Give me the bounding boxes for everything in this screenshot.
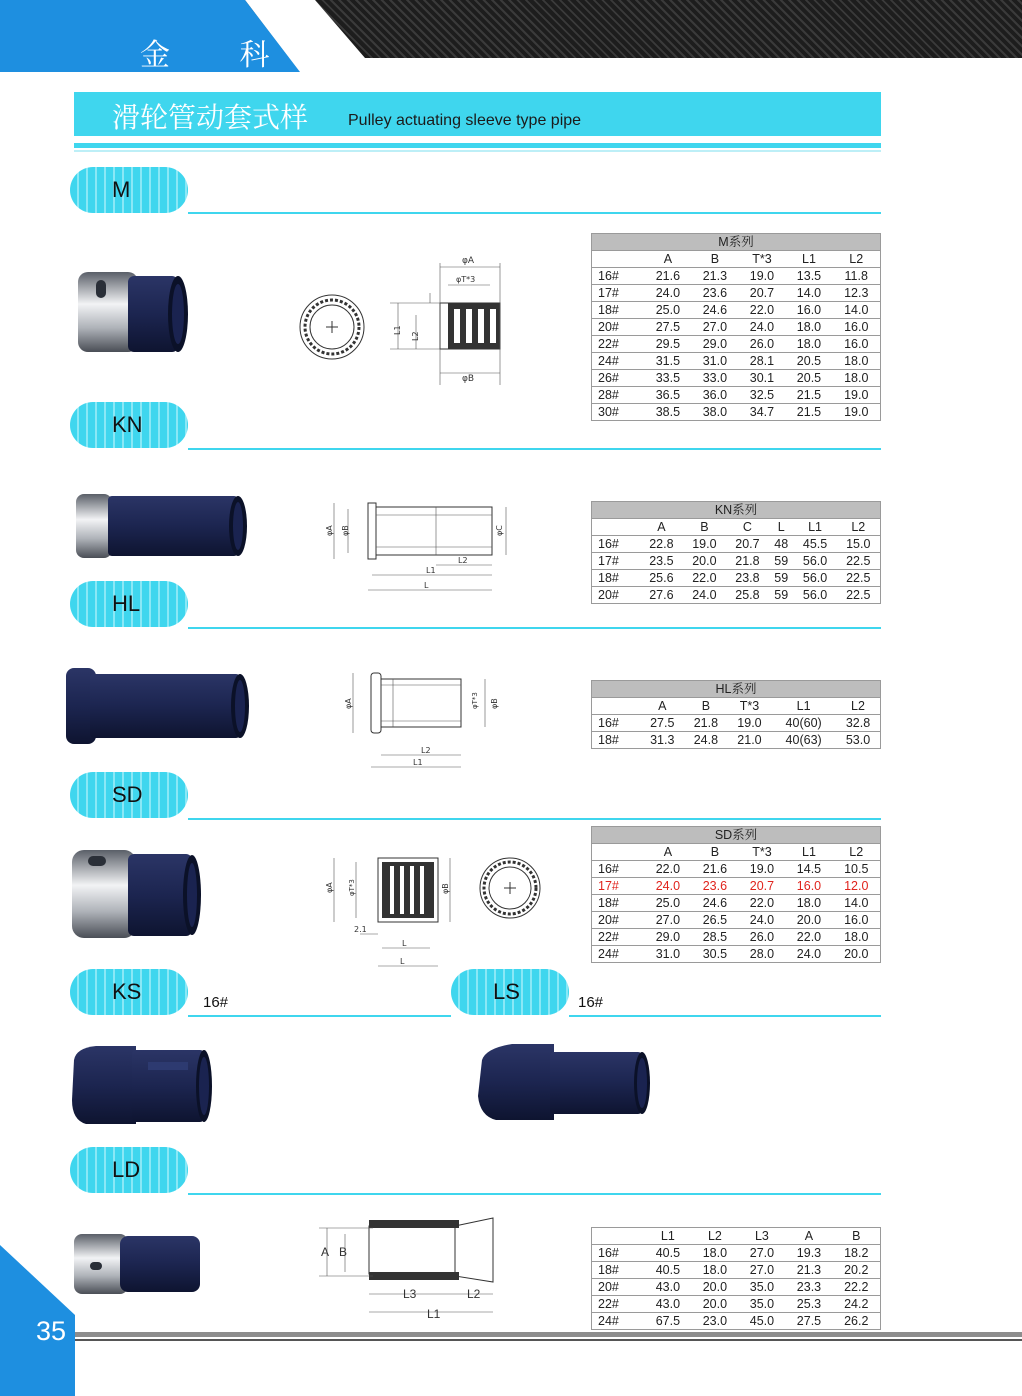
- table-cell: 23.6: [691, 878, 738, 895]
- table-cell: 38.0: [691, 404, 738, 421]
- table-cell: 32.8: [836, 715, 881, 732]
- table-cell: 20.0: [691, 1279, 738, 1296]
- table-cell: 12.0: [832, 878, 880, 895]
- column-header: B: [832, 1228, 880, 1245]
- column-header: C: [726, 519, 769, 536]
- table-caption: SD系列: [592, 827, 881, 844]
- table-cell: 33.0: [691, 370, 738, 387]
- table-cell: 21.5: [785, 387, 832, 404]
- footer-rule-thin: [75, 1339, 1022, 1341]
- section-line-kn: [188, 448, 881, 450]
- technical-drawing-kn: [320, 495, 510, 595]
- table-caption-row: [592, 681, 881, 698]
- table-cell: 29.5: [644, 336, 691, 353]
- table-row: [592, 946, 881, 963]
- table-cell: 18.0: [691, 1245, 738, 1262]
- row-size: 22#: [592, 1296, 645, 1313]
- table-cell: 21.8: [726, 553, 769, 570]
- section-line-ld: [188, 1193, 881, 1195]
- table-cell: 20.0: [785, 912, 832, 929]
- table-cell: 56.0: [794, 553, 837, 570]
- table-cell: 25.3: [785, 1296, 832, 1313]
- dim-label-phiB: φB: [490, 698, 499, 709]
- table-cell: 18.2: [832, 1245, 880, 1262]
- table-cell: 20.5: [785, 370, 832, 387]
- dim-label-L1: L: [402, 939, 407, 948]
- section-label-ls: LS: [451, 969, 569, 1015]
- table-cell: 16.0: [832, 336, 880, 353]
- dim-label-L2: L2: [411, 331, 420, 341]
- table-row: [592, 1245, 881, 1262]
- technical-drawing-m: [290, 255, 520, 385]
- table-cell: 27.6: [640, 587, 683, 604]
- table-cell: 43.0: [644, 1279, 691, 1296]
- table-cell: 24.0: [644, 285, 691, 302]
- table-cell: 27.0: [644, 912, 691, 929]
- section-label-sd: SD: [70, 772, 188, 818]
- table-cell: 23.0: [691, 1313, 738, 1330]
- table-row: [592, 587, 881, 604]
- row-size: 16#: [592, 536, 640, 553]
- table-cell: 38.5: [644, 404, 691, 421]
- table-cell: 27.5: [644, 319, 691, 336]
- product-photo-hl: [62, 664, 252, 748]
- table-header-row: [592, 698, 881, 715]
- table-cell: 30.5: [691, 946, 738, 963]
- product-photo-kn: [72, 488, 252, 568]
- row-size: 26#: [592, 370, 645, 387]
- section-label-m: M: [70, 167, 188, 213]
- table-cell: 23.3: [785, 1279, 832, 1296]
- dim-label-phiT3: φT*3: [471, 692, 479, 709]
- table-cell: 24.0: [738, 912, 785, 929]
- row-size: 16#: [592, 861, 645, 878]
- section-line-ls: [569, 1015, 881, 1017]
- table-cell: 56.0: [794, 587, 837, 604]
- column-header: B: [684, 698, 728, 715]
- table-cell: 29.0: [691, 336, 738, 353]
- table-caption: KN系列: [592, 502, 881, 519]
- product-photo-ls: [472, 1040, 652, 1125]
- table-caption-row: [592, 502, 881, 519]
- table-header-row: [592, 251, 881, 268]
- dim-label-L: L: [400, 957, 405, 966]
- column-header: [592, 698, 641, 715]
- table-row: [592, 370, 881, 387]
- table-cell: 20.7: [738, 285, 785, 302]
- section-note-ls: 16#: [578, 994, 604, 1011]
- table-cell: 32.5: [738, 387, 785, 404]
- column-header: T*3: [728, 698, 772, 715]
- table-caption-row: [592, 827, 881, 844]
- dim-label-L1: L1: [427, 1307, 441, 1321]
- table-cell: 24.0: [785, 946, 832, 963]
- table-cell: 35.0: [738, 1279, 785, 1296]
- column-header: L3: [738, 1228, 785, 1245]
- page-number: 35: [36, 1316, 67, 1346]
- row-size: 20#: [592, 587, 640, 604]
- table-cell: 11.8: [832, 268, 880, 285]
- row-size: 16#: [592, 715, 641, 732]
- technical-drawing-sd: [320, 852, 560, 974]
- section-line-ks: [188, 1015, 451, 1017]
- row-size: 18#: [592, 302, 645, 319]
- table-row: [592, 861, 881, 878]
- table-cell: 21.0: [728, 732, 772, 749]
- table-cell: 18.0: [785, 319, 832, 336]
- column-header: L2: [837, 519, 881, 536]
- section-label-hl: HL: [70, 581, 188, 627]
- row-size: 24#: [592, 353, 645, 370]
- table-row: [592, 302, 881, 319]
- row-size: 20#: [592, 1279, 645, 1296]
- table-cell: 35.0: [738, 1296, 785, 1313]
- table-row: [592, 553, 881, 570]
- table-cell: 16.0: [832, 912, 880, 929]
- table-row: [592, 536, 881, 553]
- table-cell: 22.8: [640, 536, 683, 553]
- table-cell: 27.5: [640, 715, 684, 732]
- dim-label-phiT3: φT*3: [348, 879, 356, 896]
- table-cell: 27.0: [738, 1245, 785, 1262]
- section-label-kn: KN: [70, 402, 188, 448]
- product-photo-ld: [70, 1228, 210, 1300]
- column-header: [592, 519, 640, 536]
- table-header-row: [592, 844, 881, 861]
- table-cell: 40(63): [771, 732, 836, 749]
- table-cell: 27.0: [738, 1262, 785, 1279]
- table-cell: 20.7: [726, 536, 769, 553]
- table-cell: 16.0: [785, 878, 832, 895]
- column-header: A: [644, 844, 691, 861]
- table-cell: 24.6: [691, 302, 738, 319]
- table-cell: 34.7: [738, 404, 785, 421]
- table-cell: 19.0: [832, 387, 880, 404]
- table-row: [592, 1313, 881, 1330]
- table-row: [592, 715, 881, 732]
- table-cell: 20.0: [683, 553, 726, 570]
- table-cell: 24.8: [684, 732, 728, 749]
- spec-table-sd: [591, 826, 881, 963]
- table-cell: 23.6: [691, 285, 738, 302]
- column-header: L2: [832, 844, 880, 861]
- row-size: 20#: [592, 912, 645, 929]
- section-line-m: [188, 212, 881, 214]
- table-cell: 25.8: [726, 587, 769, 604]
- column-header: L1: [771, 698, 836, 715]
- table-cell: 22.5: [837, 587, 881, 604]
- table-cell: 45.0: [738, 1313, 785, 1330]
- table-row: [592, 912, 881, 929]
- product-photo-sd: [68, 844, 208, 944]
- column-header: A: [640, 519, 683, 536]
- table-cell: 59: [769, 553, 794, 570]
- dim-label-L1: L1: [393, 325, 402, 335]
- table-caption: HL系列: [592, 681, 881, 698]
- table-cell: 18.0: [785, 895, 832, 912]
- column-header: T*3: [738, 844, 785, 861]
- technical-drawing-ld: [315, 1212, 515, 1324]
- title-underline: [74, 143, 881, 148]
- column-header: B: [691, 844, 738, 861]
- dim-label-phiA: φA: [462, 256, 475, 266]
- table-cell: 18.0: [832, 929, 880, 946]
- table-cell: 24.2: [832, 1296, 880, 1313]
- table-cell: 18.0: [785, 336, 832, 353]
- column-header: L2: [691, 1228, 738, 1245]
- table-cell: 23.5: [640, 553, 683, 570]
- technical-drawing-hl: [335, 665, 510, 775]
- dim-label-A: A: [321, 1245, 330, 1259]
- row-size: 18#: [592, 570, 640, 587]
- table-cell: 20.0: [832, 946, 880, 963]
- table-cell: 25.0: [644, 895, 691, 912]
- table-cell: 23.8: [726, 570, 769, 587]
- table-cell: 18.0: [832, 370, 880, 387]
- table-caption-row: [592, 234, 881, 251]
- table-row: [592, 336, 881, 353]
- row-size: 30#: [592, 404, 645, 421]
- row-size: 22#: [592, 336, 645, 353]
- table-row: [592, 404, 881, 421]
- row-size: 16#: [592, 268, 645, 285]
- table-cell: 19.0: [683, 536, 726, 553]
- table-row: [592, 570, 881, 587]
- dim-label-2-1: 2.1: [354, 925, 367, 934]
- dim-label-L2: L2: [421, 746, 431, 755]
- table-row: [592, 895, 881, 912]
- dim-label-phiT3: φT*3: [456, 275, 476, 284]
- table-cell: 19.0: [738, 268, 785, 285]
- table-cell: 24.0: [738, 319, 785, 336]
- table-cell: 21.3: [691, 268, 738, 285]
- row-size: 24#: [592, 946, 645, 963]
- table-row: [592, 878, 881, 895]
- table-cell: 14.0: [832, 302, 880, 319]
- section-line-sd: [188, 818, 881, 820]
- column-header: A: [644, 251, 691, 268]
- table-cell: 43.0: [644, 1296, 691, 1313]
- column-header: A: [785, 1228, 832, 1245]
- table-cell: 21.6: [691, 861, 738, 878]
- table-cell: 26.5: [691, 912, 738, 929]
- table-cell: 20.2: [832, 1262, 880, 1279]
- dim-label-phiB: φB: [341, 525, 350, 536]
- dim-label-L2: L2: [458, 556, 468, 565]
- table-cell: 18.0: [691, 1262, 738, 1279]
- product-photo-m: [70, 262, 190, 362]
- table-row: [592, 1279, 881, 1296]
- table-cell: 21.6: [644, 268, 691, 285]
- dim-label-L2: L2: [467, 1287, 481, 1301]
- column-header: [592, 1228, 645, 1245]
- spec-table-hl: [591, 680, 881, 749]
- dim-label-L1: L1: [413, 758, 423, 767]
- table-cell: 24.6: [691, 895, 738, 912]
- table-cell: 36.0: [691, 387, 738, 404]
- table-cell: 40.5: [644, 1245, 691, 1262]
- table-cell: 31.3: [640, 732, 684, 749]
- spec-table-ld: [591, 1227, 881, 1330]
- table-cell: 59: [769, 570, 794, 587]
- row-size: 18#: [592, 1262, 645, 1279]
- section-line-hl: [188, 627, 881, 629]
- table-cell: 20.7: [738, 878, 785, 895]
- section-label-ld: LD: [70, 1147, 188, 1193]
- table-cell: 14.0: [785, 285, 832, 302]
- table-cell: 16.0: [832, 319, 880, 336]
- dim-label-L1: L1: [426, 566, 436, 575]
- table-cell: 22.0: [683, 570, 726, 587]
- spec-table-kn: [591, 501, 881, 604]
- table-cell: 25.0: [644, 302, 691, 319]
- dim-label-phiB: φB: [462, 374, 475, 384]
- table-cell: 14.0: [832, 895, 880, 912]
- page-title: 滑轮管动套式样: [112, 101, 309, 134]
- title-underline-thin: [74, 150, 881, 152]
- table-cell: 40.5: [644, 1262, 691, 1279]
- table-cell: 26.2: [832, 1313, 880, 1330]
- page-subtitle: Pulley actuating sleeve type pipe: [348, 112, 582, 129]
- column-header: A: [640, 698, 684, 715]
- column-header: L1: [785, 844, 832, 861]
- table-cell: 22.5: [837, 570, 881, 587]
- footer-rule: [75, 1332, 1022, 1337]
- column-header: L: [769, 519, 794, 536]
- column-header: [592, 844, 645, 861]
- row-size: 17#: [592, 878, 645, 895]
- table-header-row: [592, 1228, 881, 1245]
- table-row: [592, 929, 881, 946]
- table-cell: 20.0: [691, 1296, 738, 1313]
- table-cell: 22.0: [738, 895, 785, 912]
- row-size: 28#: [592, 387, 645, 404]
- table-cell: 28.5: [691, 929, 738, 946]
- table-cell: 26.0: [738, 929, 785, 946]
- column-header: L1: [644, 1228, 691, 1245]
- table-cell: 30.1: [738, 370, 785, 387]
- row-size: 24#: [592, 1313, 645, 1330]
- dim-label-L: L: [424, 581, 429, 590]
- section-note-ks: 16#: [203, 994, 229, 1011]
- table-cell: 31.5: [644, 353, 691, 370]
- table-cell: 24.0: [644, 878, 691, 895]
- dim-label-phiA: φA: [344, 698, 353, 709]
- table-cell: 16.0: [785, 302, 832, 319]
- column-header: L1: [785, 251, 832, 268]
- table-cell: 26.0: [738, 336, 785, 353]
- dim-label-phiA: φA: [325, 525, 334, 536]
- table-caption: M系列: [592, 234, 881, 251]
- table-cell: 33.5: [644, 370, 691, 387]
- table-cell: 27.5: [785, 1313, 832, 1330]
- table-cell: 21.8: [684, 715, 728, 732]
- table-row: [592, 732, 881, 749]
- dim-label-B: B: [339, 1245, 348, 1259]
- table-row: [592, 1262, 881, 1279]
- dim-label-phiB: φB: [441, 883, 450, 894]
- row-size: 18#: [592, 732, 641, 749]
- table-row: [592, 268, 881, 285]
- column-header: B: [691, 251, 738, 268]
- table-cell: 13.5: [785, 268, 832, 285]
- table-row: [592, 1296, 881, 1313]
- row-size: 16#: [592, 1245, 645, 1262]
- table-cell: 19.0: [832, 404, 880, 421]
- row-size: 22#: [592, 929, 645, 946]
- column-header: T*3: [738, 251, 785, 268]
- spec-table-m: [591, 233, 881, 421]
- table-cell: 24.0: [683, 587, 726, 604]
- table-cell: 45.5: [794, 536, 837, 553]
- table-row: [592, 319, 881, 336]
- row-size: 17#: [592, 553, 640, 570]
- product-photo-ks: [66, 1040, 216, 1130]
- table-cell: 14.5: [785, 861, 832, 878]
- table-cell: 28.1: [738, 353, 785, 370]
- table-cell: 22.0: [644, 861, 691, 878]
- dim-label-phiC: φC: [495, 525, 504, 536]
- table-cell: 22.2: [832, 1279, 880, 1296]
- column-header: [592, 251, 645, 268]
- table-row: [592, 353, 881, 370]
- table-cell: 31.0: [644, 946, 691, 963]
- table-cell: 48: [769, 536, 794, 553]
- table-cell: 15.0: [837, 536, 881, 553]
- table-cell: 12.3: [832, 285, 880, 302]
- table-cell: 59: [769, 587, 794, 604]
- table-cell: 20.5: [785, 353, 832, 370]
- table-cell: 40(60): [771, 715, 836, 732]
- table-cell: 19.0: [738, 861, 785, 878]
- row-size: 18#: [592, 895, 645, 912]
- table-cell: 25.6: [640, 570, 683, 587]
- table-cell: 22.5: [837, 553, 881, 570]
- dim-label-L3: L3: [403, 1287, 417, 1301]
- row-size: 17#: [592, 285, 645, 302]
- table-cell: 67.5: [644, 1313, 691, 1330]
- table-cell: 27.0: [691, 319, 738, 336]
- section-label-ks: KS: [70, 969, 188, 1015]
- table-cell: 19.3: [785, 1245, 832, 1262]
- table-cell: 21.5: [785, 404, 832, 421]
- table-header-row: [592, 519, 881, 536]
- table-row: [592, 285, 881, 302]
- brand-name: 金 科: [140, 38, 300, 73]
- table-cell: 22.0: [738, 302, 785, 319]
- dim-label-phiA: φA: [325, 882, 334, 893]
- table-cell: 56.0: [794, 570, 837, 587]
- column-header: L1: [794, 519, 837, 536]
- table-cell: 53.0: [836, 732, 881, 749]
- table-cell: 10.5: [832, 861, 880, 878]
- table-cell: 29.0: [644, 929, 691, 946]
- table-row: [592, 387, 881, 404]
- table-cell: 22.0: [785, 929, 832, 946]
- table-cell: 18.0: [832, 353, 880, 370]
- column-header: L2: [832, 251, 880, 268]
- table-cell: 21.3: [785, 1262, 832, 1279]
- table-cell: 19.0: [728, 715, 772, 732]
- row-size: 20#: [592, 319, 645, 336]
- table-cell: 31.0: [691, 353, 738, 370]
- column-header: L2: [836, 698, 881, 715]
- table-cell: 36.5: [644, 387, 691, 404]
- table-cell: 28.0: [738, 946, 785, 963]
- column-header: B: [683, 519, 726, 536]
